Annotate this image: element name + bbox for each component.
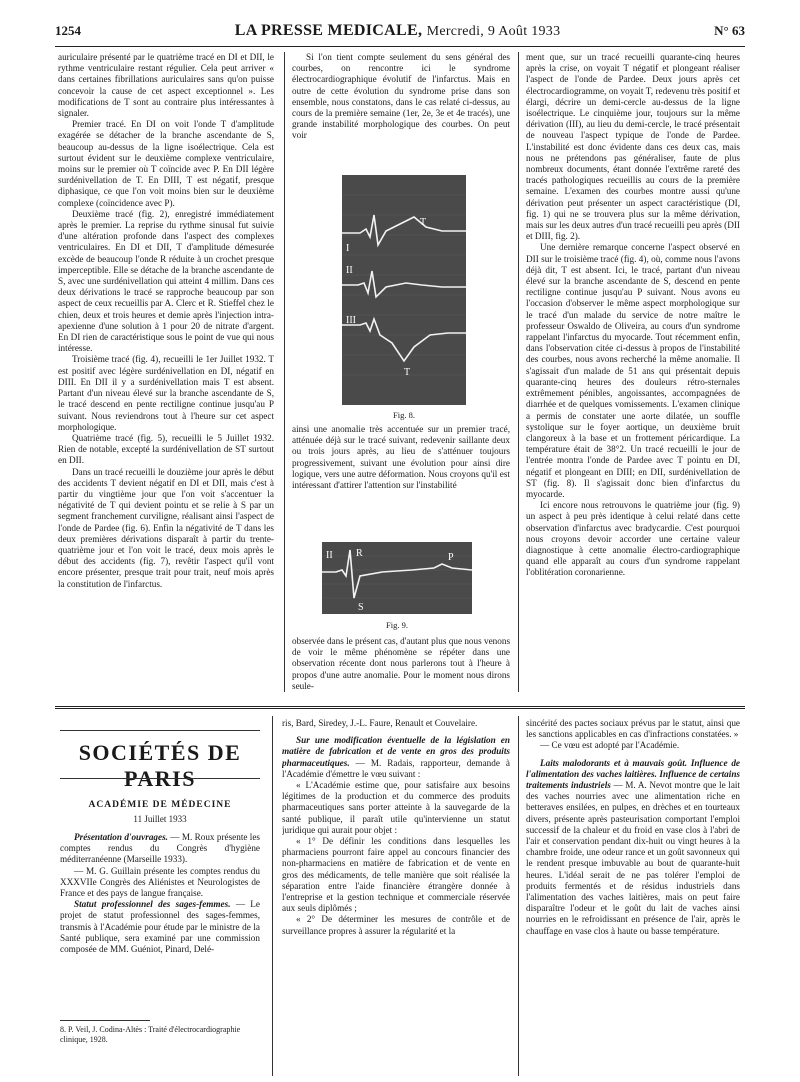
column-2-mid — [292, 424, 510, 536]
fig9-label: S — [358, 602, 364, 613]
section-heading: Sur une modification éventuelle de la législation en matière de fabrication et de vente en gros des produits pharmaceutiques. — [282, 735, 510, 768]
paragraph: observée dans le présent cas, d'autant plus que nous venons de voir le même phénomène se répéter dans une observation récente dont nous parlerons tout à l'heure à propos d'une autre anomalie. Pour le moment nous dirons seule- — [292, 636, 510, 691]
section-heading: Statut professionnel des sages-femmes. — [74, 899, 231, 910]
issue-date: Mercredi, 9 Août 1933 — [426, 24, 561, 39]
column-3 — [526, 52, 740, 692]
paragraph: ris, Bard, Siredey, J.-L. Faure, Renault et Couvelaire. — [282, 718, 478, 728]
fig9-caption: Fig. 9. — [386, 620, 408, 630]
paragraph — [60, 899, 260, 955]
title-rule — [60, 730, 260, 731]
ecg-fig9-svg — [322, 542, 472, 614]
paragraph — [60, 832, 260, 866]
paragraph-text: — M. Roux présente les comptes rendus du Congrès d'hygiène méditerranéenne (Marseille 1933). — [60, 832, 260, 865]
fig8-caption: Fig. 8. — [393, 410, 415, 420]
journal-name: LA PRESSE MEDICALE, — [234, 22, 423, 39]
paragraph: Quatrième tracé (fig. 5), recueilli le 5 Juillet 1932. Rien de notable, excepté la surdénivellation de ST surtout en DII. — [58, 432, 274, 466]
paragraph: « 1° De définir les conditions dans lesquelles les pharmaciens pourront faire appel au concours financier des non-pharmaciens en matière de fabrication et de vente en gros des médicaments, de telle manière que soit réalisée la séparation entre l'aide financière étrangère donnée à l'entreprise et la gestion technique et commerciale réservée aux seuls diplômés ; — [282, 836, 510, 914]
ecg-fig8-svg — [342, 175, 466, 405]
paragraph-text: — Le projet de statut professionnel des sages-femmes, transmis à l'Académie pour étude par le ministre de la Santé publique, sera examiné par une commission composée de MM. Guéniot, Pinard, Delé- — [60, 899, 260, 955]
bottom-column-1 — [60, 832, 260, 1014]
section-heading: Laits malodorants et à mauvais goût. Influence de l'alimentation des vaches laitières. Influence de certains traitements industriels — [526, 757, 740, 791]
paragraph-text: — M. Radais, rapporteur, demande à l'Académie d'émettre le vœu suivant : — [282, 757, 510, 779]
paragraph: Si l'on tient compte seulement du sens général des courbes, on rencontre ici le syndrome électrocardiographique évolutif de l'infarctus. Mais en outre de cette évolution du syndrome prise dans son ensemble, nous constatons, dans le cas relaté ci-dessus, au cours de la première semaine (1er, 2e, 3e et 4e tracés), une grande instabilité morphologique des courbes. On peut voir — [292, 52, 510, 141]
session-date: 11 Juillet 1933 — [133, 814, 187, 824]
fig8-label: I — [346, 243, 350, 254]
column-divider — [518, 716, 519, 1076]
academy-heading: ACADÉMIE DE MÉDECINE — [88, 800, 232, 810]
issue-number: N° 63 — [714, 23, 745, 38]
page-number: 1254 — [55, 23, 81, 38]
section-title: SOCIÉTÉS DE PARIS — [78, 740, 242, 791]
paragraph: ment que, sur un tracé recueilli quarante-cinq heures après la crise, on voyait T négatif et plongeant réaliser l'aspect de l'onde de Pardee. Deux jours après cet électrocardiogramme, on voyait T, redevenu très positif et élargi, décrire un demi-cercle au-dessus de la ligne isoélectrique. Le cinquième jour, toujours sur la même dérivation (III), au lieu du demi-cercle, le tracé présentait de nouveau l'aspect typique de l'onde de Pardee. L'instabilité est donc évidente dans ces deux cas, mais nous ne prétendons pas généraliser, faute de plus nombreux documents, étant donnée l'extrême rareté des tracés pathologiques recueillis au cours de la première semaine. L'examen des courbes montre aussi qu'une dérivation peut présenter un aspect caractéristique (DI, fig. 1) qui ne se trouvera plus sur la même dérivation, mais sur les deux autres d'un tracé recueilli peu après (DII et DIII, fig. 2). — [526, 52, 740, 242]
paragraph — [526, 758, 740, 937]
fig8-label: T — [420, 217, 427, 228]
footnote: 8. P. Veil, J. Codina-Altès : Traité d'électrocardiographie clinique, 1928. — [60, 1025, 241, 1044]
paragraph: sincérité des pactes sociaux prévus par le statut, ainsi que les sanctions applicables en cas d'infractions constatées. » — [526, 718, 740, 740]
bottom-column-2 — [282, 718, 510, 1078]
paragraph: Une dernière remarque concerne l'aspect observé en DII sur le troisième tracé (fig. 4), où, comme nous l'avons déjà dit, T est absent. Ici, le tracé, partant d'un niveau élevé sur la branche ascendante de S, descend en pente rectiligne continue jusqu'au P suivant. Nous avons eu l'occasion d'observer le même aspect morphologique sur le tracé d'un malade du service de notre maître le professeur Oswaldo de Oliveira, au cours d'un syndrome rappelant l'infarctus du myocarde. Tout récemment enfin, dans l'observation citée ci-dessus à propos de l'instabilité des courbes, nous avons recherché la même anomalie. Il s'agissait d'un malade de 51 ans qui présentait depuis quarante-cinq heures des douleurs rétro-sternales extrêmement pénibles, angoissantes, accompagnées de diarrhée et de quelques vomissements. L'examen clinique a permis de constater une aorte dilatée, un souffle systolique sur le foyer aortique, un deuxième bruit clangoreux à la base et un frottement péricardique. La température était de 38°2. Un tracé recueilli le jour de l'entrée montra l'onde de Pardee avec T pointu en DI, négatif et plongeant en DIII; en DII, surdénivellation de ST (fig. 8). Il s'agissait donc bien d'infarctus du myocarde. — [526, 242, 740, 499]
ecg-trace-fig8 — [342, 175, 466, 405]
paragraph: Troisième tracé (fig. 4), recueilli le 1er Juillet 1932. T est positif avec légère surdénivellation en DI, négatif en DIII. En DII il y a surdénivellation mais T est absent. Partant d'un niveau élevé sur la branche ascendante de S, le tracé descend en pente rectiligne continue jusqu'au P suivant. Nous reviendrons tout à l'heure sur cet aspect morphologique. — [58, 354, 274, 432]
paragraph: auriculaire présenté par le quatrième tracé en DI et DII, le rythme ventriculaire restant régulier. Cela peut arriver « dans certaines fibrillations auriculaires sans qu'on puisse concevoir la cause de cet aspect exceptionnel ». Les modifications de T sont au contraire plus intéressantes à signaler. — [58, 52, 274, 119]
section-heading: Présentation d'ouvrages. — [74, 832, 168, 842]
paragraph — [282, 735, 510, 780]
column-divider — [284, 52, 285, 692]
header-rule — [55, 46, 745, 47]
title-rule — [60, 778, 260, 779]
bottom-column-3 — [526, 718, 740, 1078]
column-2-top — [292, 52, 510, 172]
paragraph: Ici encore nous retrouvons le quatrième jour (fig. 9) un aspect à peu près identique à celui relaté dans cette observation d'infarctus avec bradycardie. C'est pourquoi nous croyons devoir accorder une certaine valeur diagnostique à cette anomalie électro-cardiographique quand elle apparaît au cours d'un syndrome rappelant l'oblitération coronarienne. — [526, 500, 740, 578]
paragraph: « L'Académie estime que, pour satisfaire aux besoins légitimes de la production et du commerce des produits pharmaceutiques sans porter atteinte à la sauvegarde de la santé publique, il paraît utile qu'intervienne un statut juridique qui aurait pour objet : — [282, 780, 510, 835]
paragraph: Premier tracé. En DI on voit l'onde T d'amplitude exagérée se détacher de la branche ascendante de S, beaucoup au-dessus de la ligne isoélectrique. Cela est surtout évident sur le deuxième complexe ventriculaire, moins sur le premier où T coïncide avec P. En DII légère surdénivellation de T. En DIII, T est négatif, presque diphasique, ce que l'on voit moins bien sur le deuxième complexe (coïncidence avec P). — [58, 119, 274, 208]
fig8-label: II — [346, 265, 353, 276]
fig8-label: III — [346, 315, 356, 326]
paragraph: « 2° De déterminer les mesures de contrôle et de surveillance propres à assurer la régularité et la — [282, 914, 510, 936]
section-divider — [55, 706, 745, 709]
fig9-label: R — [356, 548, 363, 559]
paragraph: Dans un tracé recueilli le douzième jour après le début des accidents T devient négatif en DI et DII, mais c'est à partir du vingtième jour que l'on voit s'accentuer la négativité de T qui devient pointu et se relie à S par un segment franchement curviligne, réalisant ainsi l'aspect de l'onde de Pardee (fig. 6). Enfin la négativité de T dans les deux premières dérivations disparaît à partir du trente-quatrième jour et l'on voit le tracé, deux mois après le début des accidents (fig. 7), revêtir l'aspect qu'il vont encore présenter, presque trait pour trait, neuf mois après la constitution de l'infarctus. — [58, 466, 274, 589]
journal-title — [235, 22, 561, 40]
ecg-trace-fig9 — [322, 542, 472, 614]
paragraph: — Ce vœu est adopté par l'Académie. — [540, 740, 680, 751]
column-divider — [272, 716, 273, 1076]
column-divider — [518, 52, 519, 692]
column-1 — [58, 52, 274, 692]
footnote-rule — [60, 1020, 150, 1021]
page-header — [55, 22, 745, 44]
column-2-bottom — [292, 636, 510, 692]
fig9-label: II — [326, 550, 333, 561]
paragraph-text: — M. A. Nevot montre que le lait des vaches nourries avec une alimentation riche en betteraves ensilées, en pulpes, en drèches et en tourteaux divers, présente après pasteurisation comportant l'emploi successif de la chaleur et du froid en vase clos à l'abri de l'air et conservation pendant dix-huit ou vingt heures à la chambre froide, une odeur rance et un goût savonneux qui le rendent presque imbuvable au bout de quarante-huit heures. L'idéal serait de ne pas tolérer l'emploi de produits fermentés et de résidus industriels dans l'alimentation des vaches laitières, mais on peut faire disparaître l'odeur et le goût du lait de vaches ainsi nourries en le refroidissant en présence de l'air, après le chauffage en vase clos à haute ou basse température. — [526, 780, 740, 936]
fig9-label: P — [448, 552, 454, 563]
paragraph: Deuxième tracé (fig. 2), enregistré immédiatement après le premier. La reprise du rythme sinusal fut suivie d'une altération profonde dans l'aspect des complexes ventriculaires. En DI et DII, T d'amplitude démesurée excède de beaucoup l'onde R réduite à un crochet presque imperceptible. Elle se détache de la branche ascendante de S, avec une surdénivellation qui atteint 4 millim. Dans ces deux dérivations le tracé se rapproche beaucoup par son aspect de ceux recueillis par A. Clerc et R. Stieffel chez le chien, deux et trois heures et demie après l'injection intra-apexienne d'une solution à 1 pour 20 de nitrate d'argent. En DI rien de caractéristique sous le point de vue qui nous intéresse. — [58, 208, 274, 354]
paragraph: ainsi une anomalie très accentuée sur un premier tracé, atténuée déjà sur le tracé suivant, redevenir saillante deux ou trois jours après, au lieu de s'atténuer toujours progressivement, suivant une évolution pour ainsi dire logique, vers une autre déformation. Nous croyons qu'il est intéressant d'attirer l'attention sur l'instabilité — [292, 424, 510, 491]
fig8-label: T — [404, 367, 411, 378]
paragraph: — M. G. Guillain présente les comptes rendus du XXXVIIe Congrès des Aliénistes et Neurologistes de France et des pays de langue française. — [60, 865, 260, 899]
